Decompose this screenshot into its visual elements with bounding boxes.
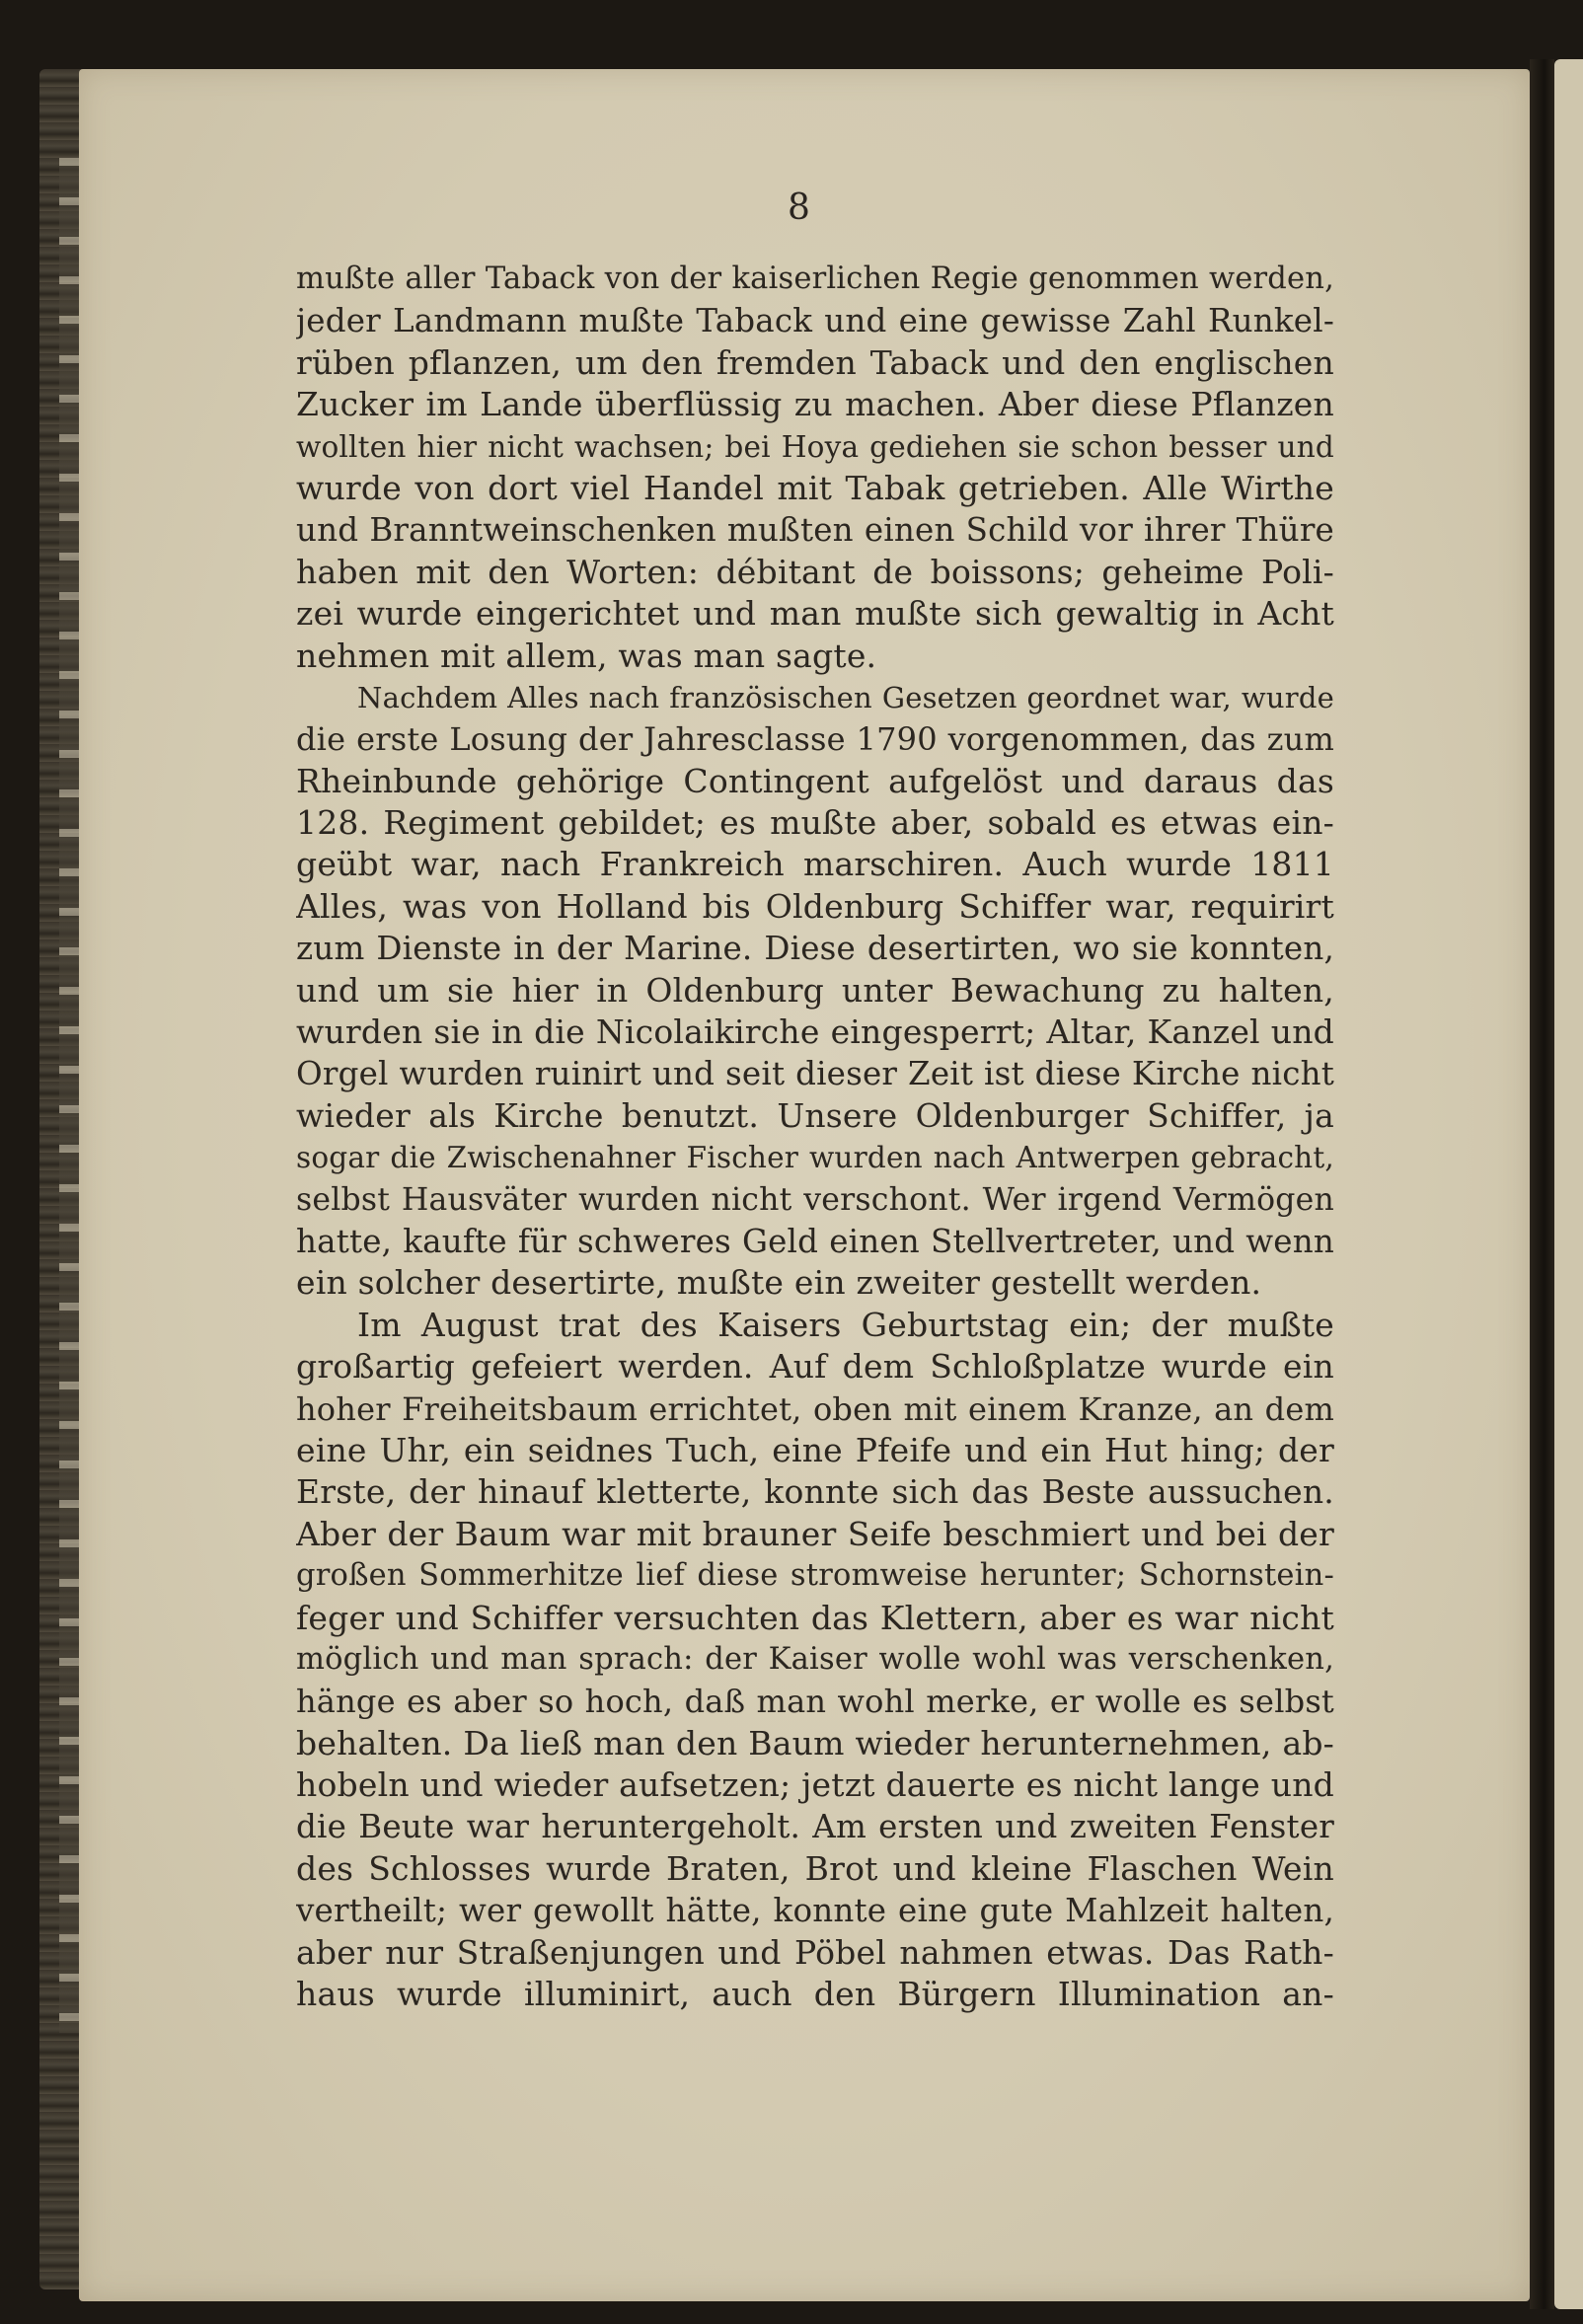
text-line: Alles, was von Holland bis Oldenburg Schiffer war, requirirt xyxy=(296,886,1334,926)
text-line: haben mit den Worten: débitant de boissons; geheime Poli- xyxy=(296,552,1334,591)
text-line: selbst Hausväter wurden nicht verschont. Wer irgend Vermögen xyxy=(296,1181,1334,1218)
text-line: die erste Losung der Jahresclasse 1790 vorgenommen, das zum xyxy=(296,720,1334,759)
text-line: nehmen mit allem, was man sagte. xyxy=(296,636,877,675)
page-text xyxy=(296,259,1334,2015)
text-line: aber nur Straßenjungen und Pöbel nahmen etwas. Das Rath- xyxy=(296,1932,1334,1972)
text-line: großartig gefeiert werden. Auf dem Schloßplatze wurde ein xyxy=(296,1347,1334,1387)
text-line: großen Sommerhitze lief diese stromweise herunter; Schornstein- xyxy=(296,1558,1334,1594)
adjacent-page-edge xyxy=(1554,59,1583,2309)
text-line: wollten hier nicht wachsen; bei Hoya gediehen sie schon besser und xyxy=(296,429,1334,464)
binding-stitching xyxy=(59,158,79,2033)
page-number: 8 xyxy=(788,187,811,228)
text-line: vertheilt; wer gewollt hätte, konnte eine gute Mahlzeit halten, xyxy=(296,1892,1334,1930)
text-line: hobeln und wieder aufsetzen; jetzt dauerte es nicht lange und xyxy=(296,1765,1334,1805)
text-line: sogar die Zwischenahner Fischer wurden nach Antwerpen gebracht, xyxy=(296,1141,1334,1175)
text-line: des Schlosses wurde Braten, Brot und kleine Flaschen Wein xyxy=(296,1848,1334,1888)
text-line: und Branntweinschenken mußten einen Schild vor ihrer Thüre xyxy=(296,511,1334,550)
text-line: geübt war, nach Frankreich marschiren. Auch wurde 1811 xyxy=(296,845,1334,884)
text-line: wurde von dort viel Handel mit Tabak getrieben. Alle Wirthe xyxy=(296,468,1334,507)
text-line: und um sie hier in Oldenburg unter Bewachung zu halten, xyxy=(296,970,1334,1010)
text-line: wieder als Kirche benutzt. Unsere Oldenburger Schiffer, ja xyxy=(296,1095,1334,1135)
text-line: ein solcher desertirte, mußte ein zweiter gestellt werden. xyxy=(296,1263,1262,1303)
text-line: rüben pflanzen, um den fremden Taback und den englischen xyxy=(296,342,1334,382)
paragraph-start-line: Nachdem Alles nach französischen Gesetzen geordnet war, wurde xyxy=(357,680,1334,714)
text-line: 128. Regiment gebildet; es mußte aber, sobald es etwas ein- xyxy=(296,803,1334,843)
text-line: Orgel wurden ruinirt und seit dieser Zeit ist diese Kirche nicht xyxy=(296,1055,1334,1093)
text-line: hänge es aber so hoch, daß man wohl merke, er wolle es selbst xyxy=(296,1683,1334,1721)
text-line: mußte aller Taback von der kaiserlichen Regie genommen werden, xyxy=(296,262,1334,296)
text-line: jeder Landmann mußte Taback und eine gewisse Zahl Runkel- xyxy=(296,302,1334,340)
text-line: eine Uhr, ein seidnes Tuch, eine Pfeife und ein Hut hing; der xyxy=(296,1430,1334,1469)
text-line: wurden sie in die Nicolaikirche eingesperrt; Altar, Kanzel und xyxy=(296,1012,1334,1052)
text-line: zum Dienste in der Marine. Diese desertirten, wo sie konnten, xyxy=(296,930,1334,968)
text-line: Zucker im Lande überflüssig zu machen. Aber diese Pflanzen xyxy=(296,385,1334,424)
text-line: Erste, der hinauf kletterte, konnte sich das Beste aussuchen. xyxy=(296,1472,1334,1512)
text-line: Aber der Baum war mit brauner Seife beschmiert und bei der xyxy=(296,1514,1334,1553)
text-line: behalten. Da ließ man den Baum wieder herunternehmen, ab- xyxy=(296,1723,1334,1762)
text-line: zei wurde eingerichtet und man mußte sich gewaltig in Acht xyxy=(296,594,1334,634)
text-line: möglich und man sprach: der Kaiser wolle wohl was verschenken, xyxy=(296,1641,1334,1677)
paragraph-start-line: Im August trat des Kaisers Geburtstag ein; der mußte xyxy=(357,1305,1334,1344)
text-line: hatte, kaufte für schweres Geld einen Stellvertreter, und wenn xyxy=(296,1222,1334,1260)
text-line: haus wurde illuminirt, auch den Bürgern Illumination an- xyxy=(296,1975,1334,2014)
text-line: die Beute war heruntergeholt. Am ersten und zweiten Fenster xyxy=(296,1808,1334,1846)
text-line: feger und Schiffer versuchten das Klettern, aber es war nicht xyxy=(296,1598,1334,1637)
page-gutter xyxy=(1530,59,1554,2309)
text-line: hoher Freiheitsbaum errichtet, oben mit einem Kranze, an dem xyxy=(296,1389,1334,1428)
text-line: Rheinbunde gehörige Contingent aufgelöst und daraus das xyxy=(296,761,1334,800)
